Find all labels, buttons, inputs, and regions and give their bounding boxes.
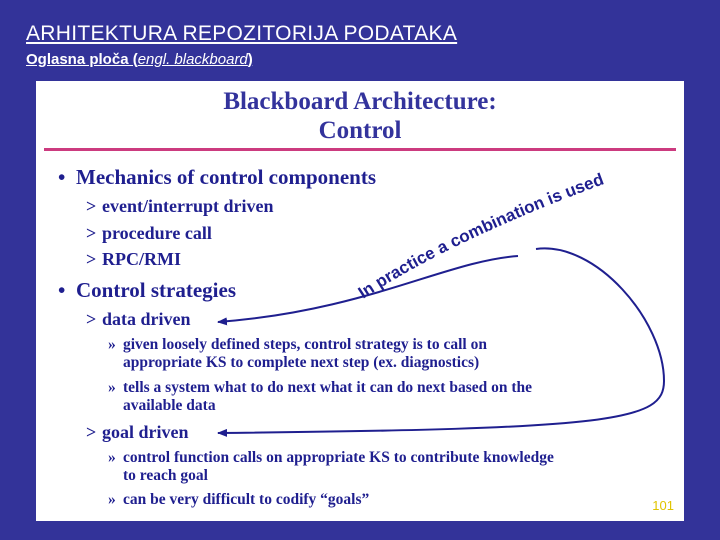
bullet-marker: » bbox=[108, 379, 116, 396]
page-title: ARHITEKTURA REPOZITORIJA PODATAKA bbox=[26, 22, 458, 45]
list-item: RPC/RMI bbox=[102, 249, 181, 269]
bullet-marker: » bbox=[108, 336, 116, 353]
annotation-textpath: In practice a combination is used bbox=[354, 169, 607, 303]
bullet-marker: » bbox=[108, 491, 116, 508]
arrow-to-goal-driven bbox=[218, 248, 664, 433]
slide-title-line2: Control bbox=[318, 117, 402, 144]
list-item: Control strategies bbox=[76, 278, 236, 302]
page-number: 101 bbox=[652, 498, 674, 513]
bullet-marker: » bbox=[108, 449, 116, 466]
bullet-marker: > bbox=[86, 422, 97, 442]
list-item: tells a system what to do next what it can do next based on the bbox=[123, 379, 533, 396]
page-subtitle bbox=[26, 51, 253, 68]
list-item-continuation: appropriate KS to complete next step (ex. diagnostics) bbox=[123, 354, 480, 371]
bullet-marker: • bbox=[58, 278, 66, 302]
slide-title-line1: Blackboard Architecture: bbox=[223, 88, 497, 115]
bullet-marker: > bbox=[86, 196, 97, 216]
list-item: procedure call bbox=[102, 223, 212, 243]
list-item-continuation: to reach goal bbox=[123, 467, 208, 484]
bullet-marker: > bbox=[86, 309, 97, 329]
bullet-marker: > bbox=[86, 249, 97, 269]
list-item: control function calls on appropriate KS to contribute knowledge bbox=[123, 449, 554, 466]
subtitle-text: Oglasna ploča ( bbox=[26, 51, 138, 68]
list-item: goal driven bbox=[102, 422, 189, 442]
annotation-text bbox=[355, 170, 607, 303]
list-item: given loosely defined steps, control strategy is to call on bbox=[123, 336, 487, 353]
list-item: event/interrupt driven bbox=[102, 196, 274, 216]
subtitle-italic: engl. blackboard bbox=[137, 51, 248, 68]
subtitle-end: ) bbox=[247, 51, 253, 68]
bullet-marker: • bbox=[58, 165, 66, 189]
list-item-continuation: available data bbox=[123, 397, 216, 414]
annotation-overlay bbox=[36, 81, 684, 521]
slide-image bbox=[36, 81, 684, 521]
list-item: Mechanics of control components bbox=[76, 165, 376, 189]
list-item: can be very difficult to codify “goals” bbox=[123, 491, 370, 508]
list-item: data driven bbox=[102, 309, 191, 329]
bullet-marker: > bbox=[86, 223, 97, 243]
